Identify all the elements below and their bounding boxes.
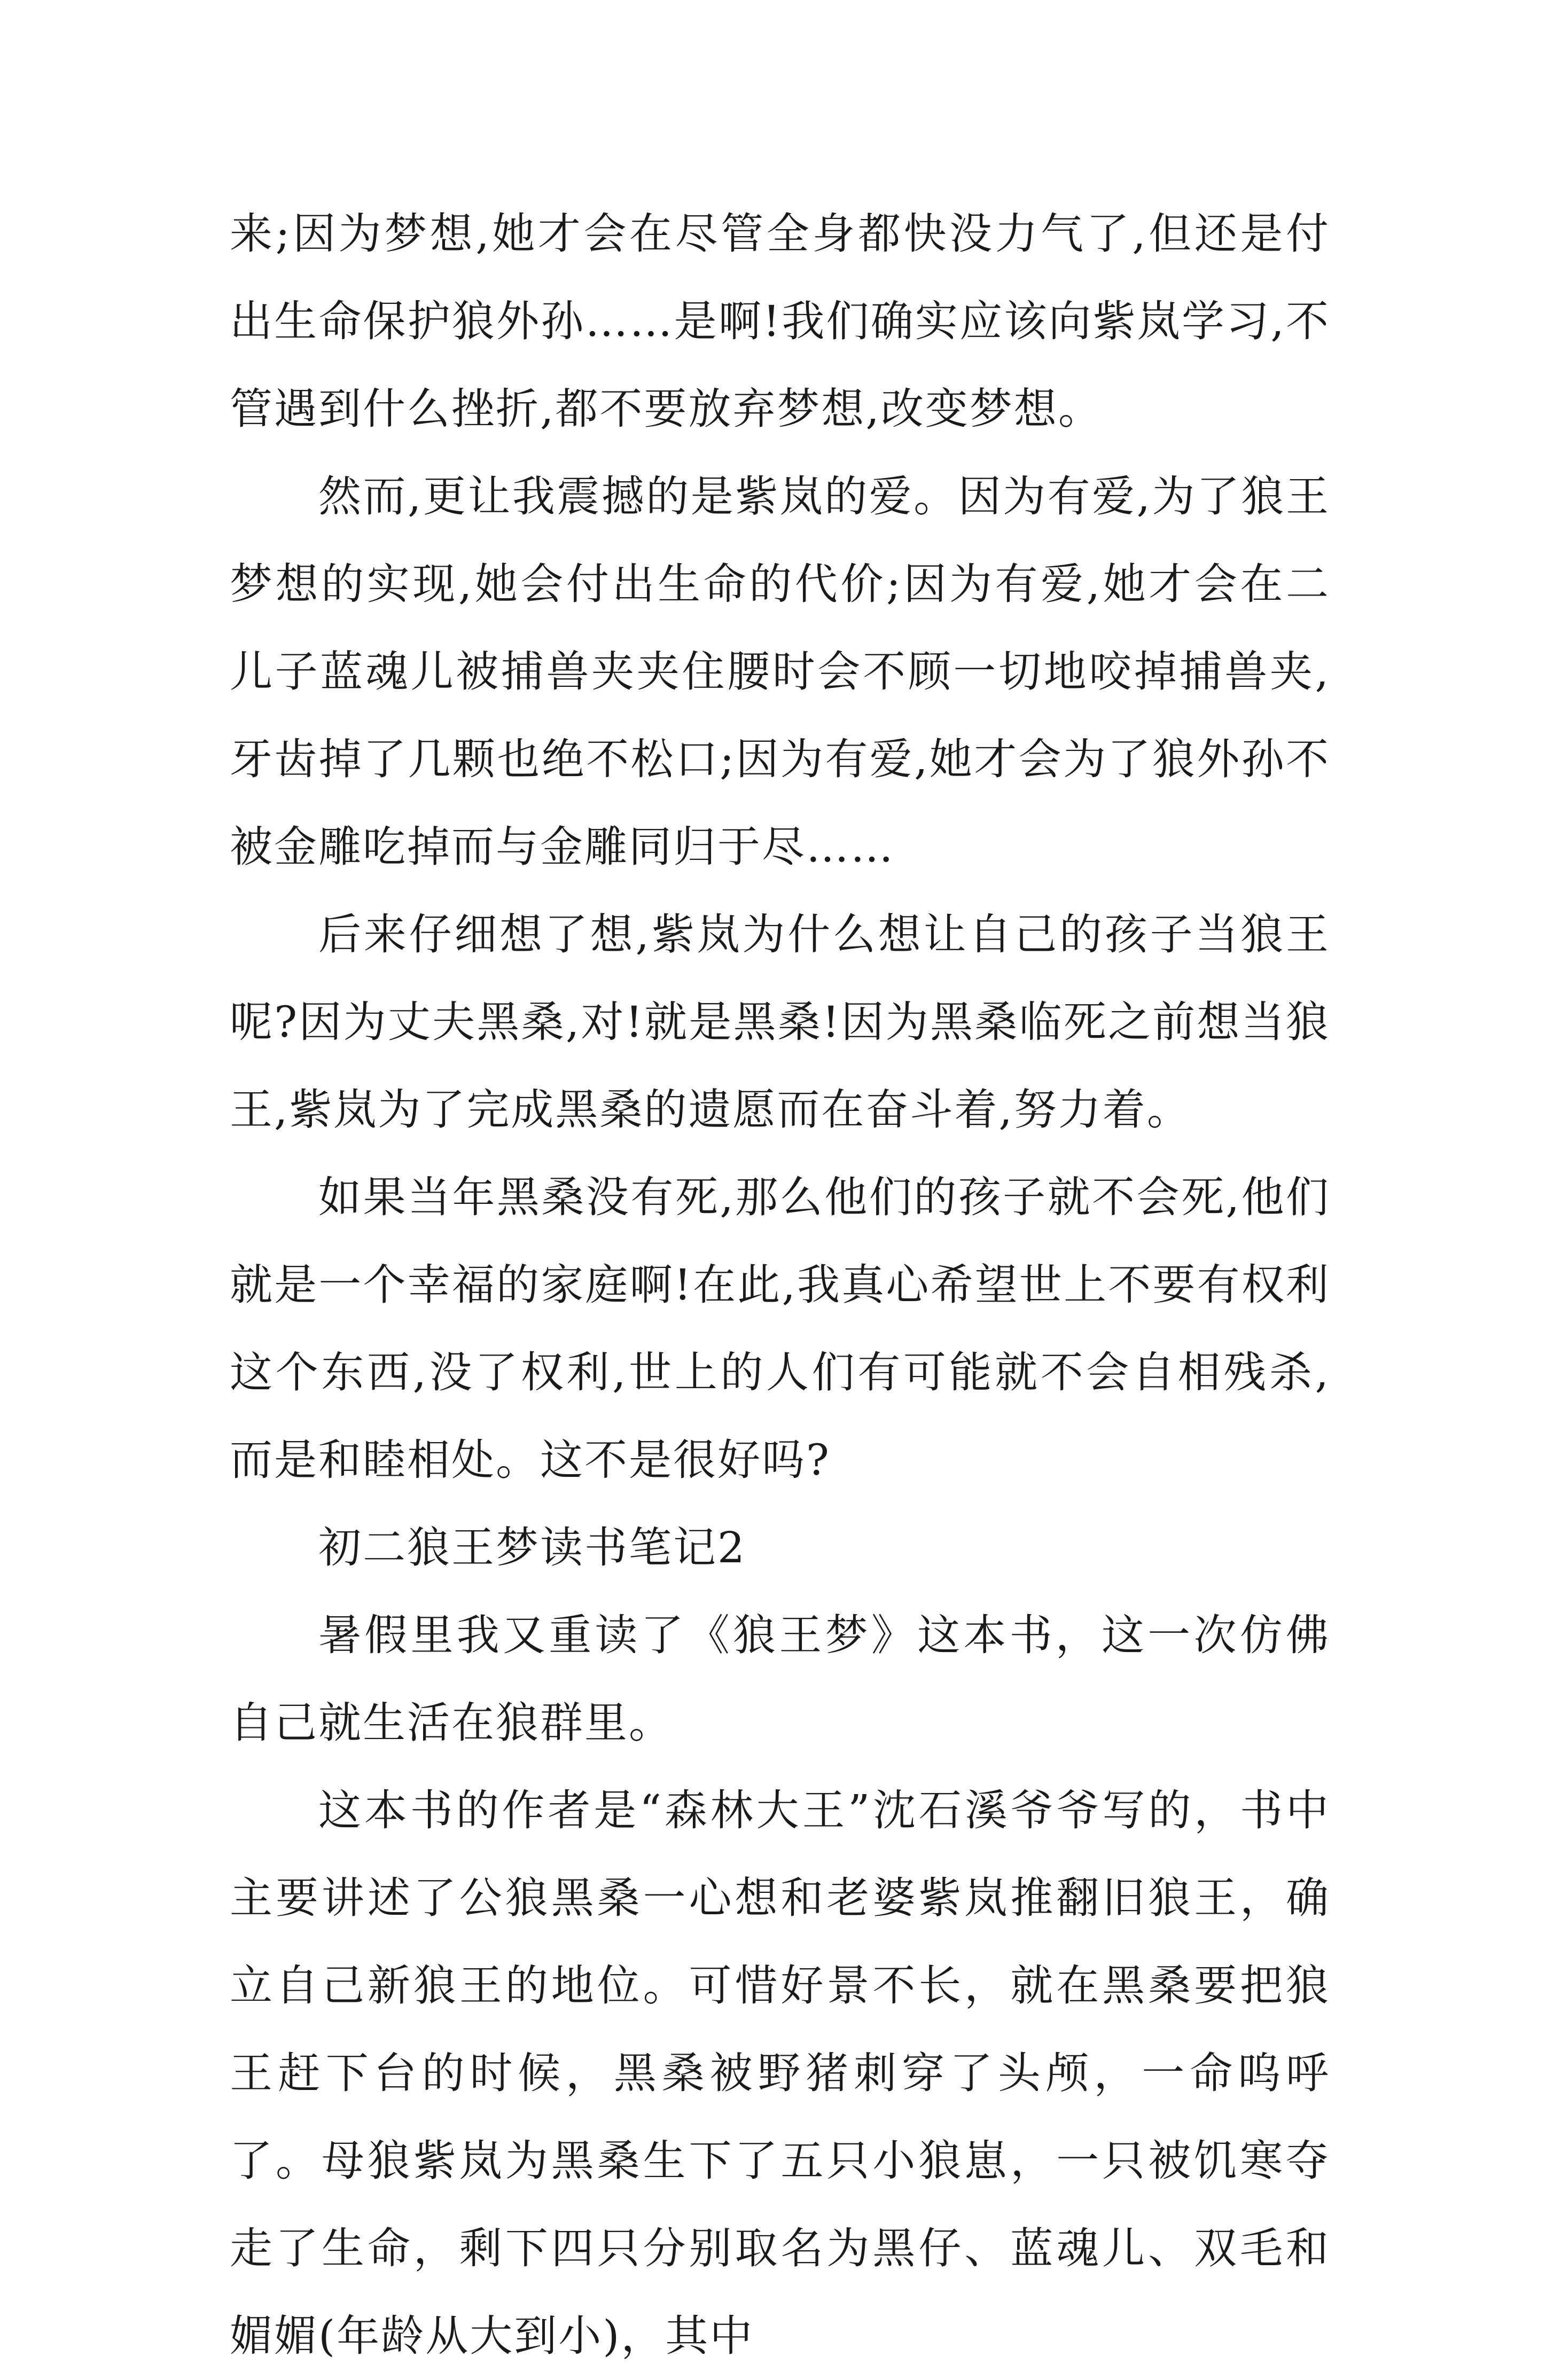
paragraph: 如果当年黑桑没有死,那么他们的孩子就不会死,他们就是一个幸福的家庭啊!在此,我真心希望世上不要有权利这个东西,没了权利,世上的人们有可能就不会自相残杀,而是和睦相处。这不是很好吗?	[230, 1172, 1330, 1485]
document-body	[230, 190, 1330, 2380]
paragraph: 来;因为梦想,她才会在尽管全身都快没力气了,但还是付出生命保护狼外孙……是啊!我们确实应该向紫岚学习,不管遇到什么挫折,都不要放弃梦想,改变梦想。	[230, 209, 1330, 434]
section-title: 初二狼王梦读书笔记2	[318, 1523, 746, 1572]
paragraph: 后来仔细想了想,紫岚为什么想让自己的孩子当狼王呢?因为丈夫黑桑,对!就是黑桑!因为黑桑临死之前想当狼王,紫岚为了完成黑桑的遗愿而在奋斗着,努力着。	[230, 910, 1330, 1134]
paragraph: 然而,更让我震撼的是紫岚的爱。因为有爱,为了狼王梦想的实现,她会付出生命的代价;因为有爱,她才会在二儿子蓝魂儿被捕兽夹夹住腰时会不顾一切地咬掉捕兽夹,牙齿掉了几颗也绝不松口;因为有爱,她才会为了狼外孙不被金雕吃掉而与金雕同归于尽……	[230, 472, 1330, 872]
paragraph: 这本书的作者是“森林大王”沈石溪爷爷写的，书中主要讲述了公狼黑桑一心想和老婆紫岚推翻旧狼王，确立自己新狼王的地位。可惜好景不长，就在黑桑要把狼王赶下台的时候，黑桑被野猪刺穿了头颅，一命呜呼了。母狼紫岚为黑桑生下了五只小狼崽，一只被饥寒夺走了生命，剩下四只分别取名为黑仔、蓝魂儿、双毛和媚媚(年龄从大到小)，其中	[230, 1786, 1330, 2361]
paragraph: 暑假里我又重读了《狼王梦》这本书，这一次仿佛自己就生活在狼群里。	[230, 1610, 1330, 1748]
